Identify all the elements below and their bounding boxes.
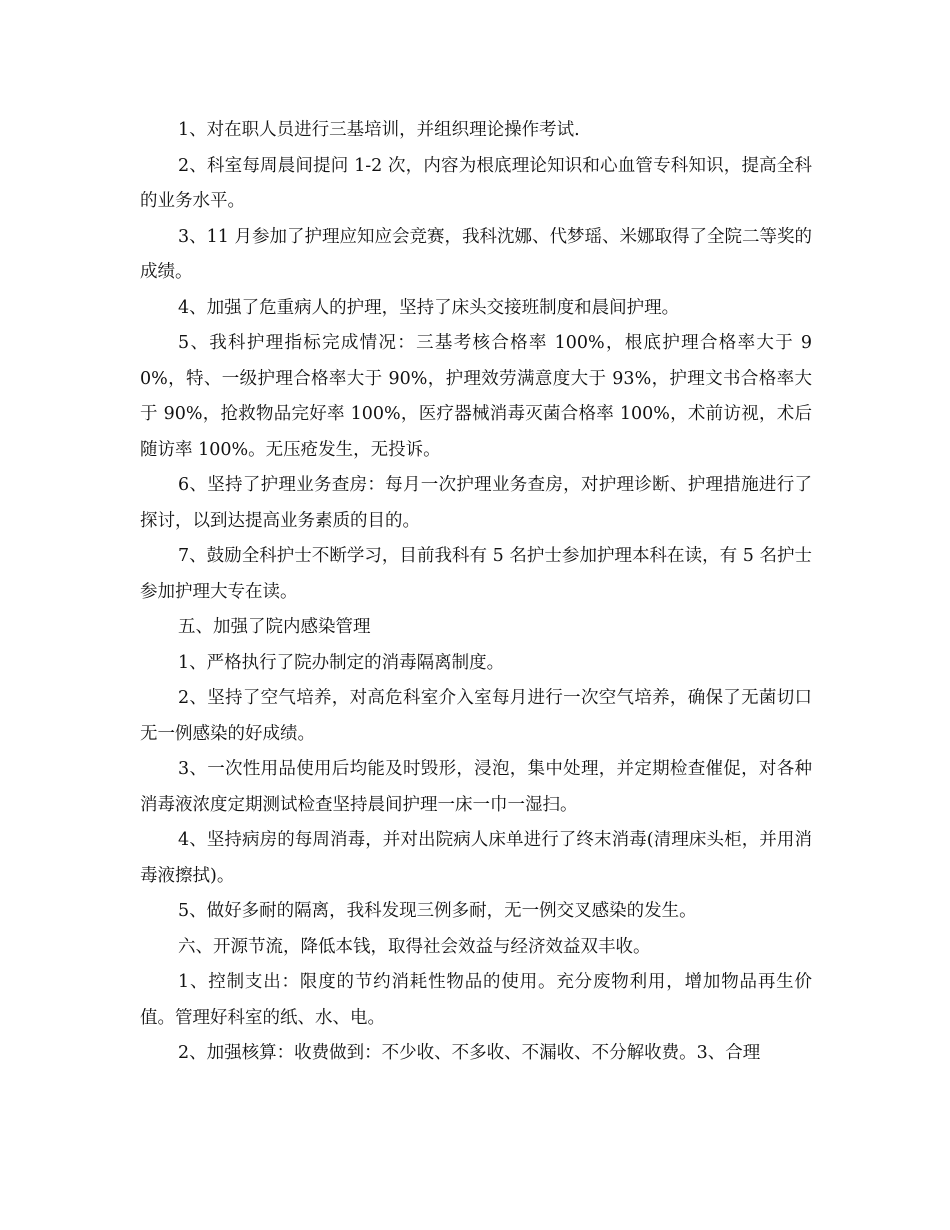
paragraph-disposables: 3、一次性用品使用后均能及时毁形，浸泡，集中处理，并定期检查催促，对各种消毒液浓度定期测试检查坚持晨间护理一床一巾一湿扫。	[140, 759, 812, 815]
paragraph-mdr-isolation: 5、做好多耐的隔离，我科发现三例多耐，无一例交叉感染的发生。	[178, 901, 697, 921]
paragraph-training: 1、对在职人员进行三基培训，并组织理论操作考试.	[178, 120, 580, 140]
paragraph-disinfection-system: 1、严格执行了院办制定的消毒隔离制度。	[178, 652, 505, 673]
paragraph-ward-rounds: 6、坚持了护理业务查房：每月一次护理业务查房，对护理诊断、护理措施进行了探讨，以到达提高业务素质的目的。	[140, 475, 812, 531]
paragraph-air-culture: 2、坚持了空气培养，对高危科室介入室每月进行一次空气培养，确保了无菌切口无一例感染的好成绩。	[140, 688, 812, 744]
document-body	[140, 113, 812, 1072]
section-heading-cost-saving: 六、开源节流，降低本钱，取得社会效益与经济效益双丰收。	[178, 936, 651, 957]
paragraph-expense-control: 1、控制支出：限度的节约消耗性物品的使用。充分废物利用，增加物品再生价值。管理好科室的纸、水、电。	[140, 972, 812, 1028]
paragraph-critical-care: 4、加强了危重病人的护理，坚持了床头交接班制度和晨间护理。	[178, 297, 680, 318]
paragraph-indicators: 5、我科护理指标完成情况：三基考核合格率 100%，根底护理合格率大于 90%，特、一级护理合格率大于 90%，护理效劳满意度大于 93%，护理文书合格率大于 90%，抢救物品完好率 100%，医疗器械消毒灭菌合格率 100%，术前访视，术后随访率 100%。无压疮发生，无投诉。	[140, 333, 812, 460]
paragraph-competition: 3、11 月参加了护理应知应会竞赛，我科沈娜、代梦瑶、米娜取得了全院二等奖的成绩。	[140, 226, 812, 282]
paragraph-morning-questions: 2、科室每周晨间提问 1-2 次，内容为根底理论知识和心血管专科知识，提高全科的业务水平。	[140, 155, 812, 211]
paragraph-accounting: 2、加强核算：收费做到：不少收、不多收、不漏收、不分解收费。3、合理	[178, 1043, 761, 1063]
paragraph-continuing-education: 7、鼓励全科护士不断学习，目前我科有 5 名护士参加护理本科在读，有 5 名护士参加护理大专在读。	[140, 546, 812, 602]
paragraph-ward-disinfection: 4、坚持病房的每周消毒，并对出院病人床单进行了终末消毒(清理床头柜，并用消毒液擦拭)。	[140, 830, 812, 886]
section-heading-infection-control: 五、加强了院内感染管理	[178, 617, 371, 637]
